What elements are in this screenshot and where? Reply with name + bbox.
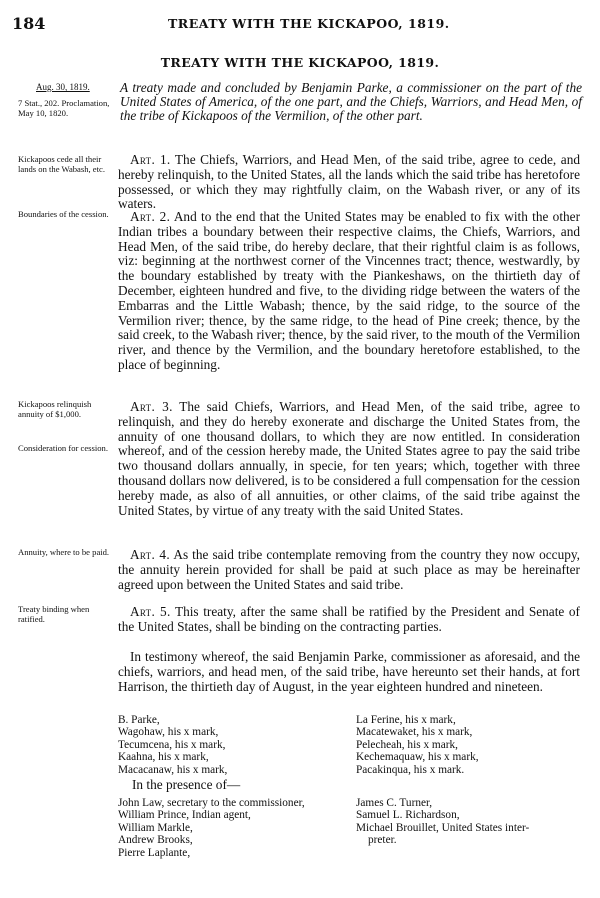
article-text: And to the end that the United States may be enabled to fix with the other Indian tribes a boundary between their respective claims, the Chiefs, Warriors, and Head Men, of the said tribe, do hereby declare, that their rightful claim is as follows, viz: beginning at the northwest corner of the Vincennes tract; thence, westwardly, by the boundary established by treaty with the Piankeshaws, on the thirtieth day of December, eighteen hundred and five, to the dividing ridge between the waters of the Embarras and the Little Wabash; thence, by the said ridge, to the source of the Vermilion river; thence, by the same ridge, to the head of Pine creek; thence, by the said creek, to the Wabash river; thence, by the said river, to the mouth of the Vermilion river, and thence by the Vermilion, and the boundary heretofore established, to the place of beginning. (118, 209, 580, 372)
article-text: The said Chiefs, Warriors, and Head Men, of the said tribe, agree to relinquish, and they do hereby exonerate and discharge the United States from, the annuity of one thousand dollars, to which they are now entitled. In consideration whereof, and of the cession hereby made, the United States agree to pay the said tribe two thousand dollars annually, in specie, for ten years; which, together with three thousand dollars now delivered, is to be considered a full compensation for the cession hereby made, as also of all annuities, or other claims, of the said tribe against the United States, by virtue of any treaty with the said United States. (118, 399, 580, 518)
margin-note-art2: Boundaries of the cession. (18, 209, 109, 219)
witnesses-right (356, 797, 529, 847)
signatory: La Ferine, his x mark, (356, 714, 456, 726)
article-text: This treaty, after the same shall be ratified by the President and Senate of the United States, shall be binding on the contracting parties. (118, 604, 580, 634)
article-label: Art. 3. (130, 399, 173, 414)
signatory: Kechemaquaw, his x mark, (356, 751, 479, 764)
testimony-clause: In testimony whereof, the said Benjamin Parke, commissioner as aforesaid, and the chiefs, warriors, and head men, of the said tribe, have hereunto set their hands, at fort Harrison, the thirtieth day of August, in the year eighteen hundred and nineteen. (118, 649, 580, 694)
signatory: Macacanaw, his x mark, (118, 763, 228, 776)
witness: William Prince, Indian agent, (118, 809, 251, 822)
running-title: TREATY WITH THE KICKAPOO, 1819. (168, 16, 450, 31)
witness: John Law, secretary to the commissioner, (118, 797, 305, 809)
signatory: Tecumcena, his x mark, (118, 738, 226, 751)
signatory: Pacakinqua, his x mark. (356, 763, 465, 776)
margin-note-art1: Kickapoos cede all their lands on the Wabash, etc. (18, 154, 105, 174)
signatory: Kaahna, his x mark, (118, 751, 209, 764)
margin-date: Aug. 30, 1819. (36, 82, 90, 92)
margin-note-art4: Annuity, where to be paid. (18, 547, 110, 557)
margin-note-art3: Kickapoos relinquish annuity of $1,000. (18, 399, 92, 419)
signatory: Pelecheah, his x mark, (356, 738, 458, 751)
article-text: As the said tribe contemplate removing from the country they now occupy, the annuity herein provided for shall be paid at such place as may be hereinafter agreed upon between the United States and said tribe. (118, 547, 580, 592)
witness: Michael Brouillet, United States inter- (356, 821, 530, 834)
signatory: B. Parke, (118, 714, 160, 726)
witness: Samuel L. Richardson, (356, 809, 460, 822)
article-label: Art. 1. (130, 152, 171, 167)
signatory: Macatewaket, his x mark, (356, 726, 473, 739)
margin-note-art5: Treaty binding when ratified. (18, 604, 90, 624)
witness: James C. Turner, (356, 797, 433, 809)
article-1 (118, 153, 580, 212)
witness: William Markle, (118, 821, 193, 834)
witness: Pierre Laplante, (118, 846, 191, 859)
article-4 (118, 548, 580, 592)
margin-note-art3-consideration: Consideration for cession. (18, 443, 108, 453)
article-label: Art. 5. (130, 604, 171, 619)
margin-stat-reference: 7 Stat., 202. Proclamation, May 10, 1820. (18, 98, 110, 118)
signatories-left (118, 714, 227, 776)
preamble: A treaty made and concluded by Benjamin Parke, a commissioner on the part of the United States of America, of the one part, and the Chiefs, Warriors, and Head Men, of the tribe of Kickapoos of the Vermilion, of the other part. (120, 80, 582, 123)
witness: Andrew Brooks, (118, 834, 193, 847)
witness: preter. (368, 834, 397, 847)
article-2 (118, 210, 580, 373)
article-text: The Chiefs, Warriors, and Head Men, of the said tribe, agree to cede, and hereby relinquish, to the United States, all the lands which the said tribe has heretofore possessed, or which they may rightfully claim, on the Wabash river, or any of its waters. (118, 152, 580, 212)
article-label: Art. 2. (130, 209, 171, 224)
signatory: Wagohaw, his x mark, (118, 726, 219, 739)
page-number: 184 (12, 14, 46, 33)
presence-label: In the presence of— (132, 777, 241, 792)
article-label: Art. 4. (130, 547, 171, 562)
signatories-right (356, 714, 479, 776)
article-3 (118, 400, 580, 518)
treaty-title: TREATY WITH THE KICKAPOO, 1819. (160, 55, 440, 70)
witnesses-left (118, 797, 305, 859)
article-5 (118, 605, 580, 635)
